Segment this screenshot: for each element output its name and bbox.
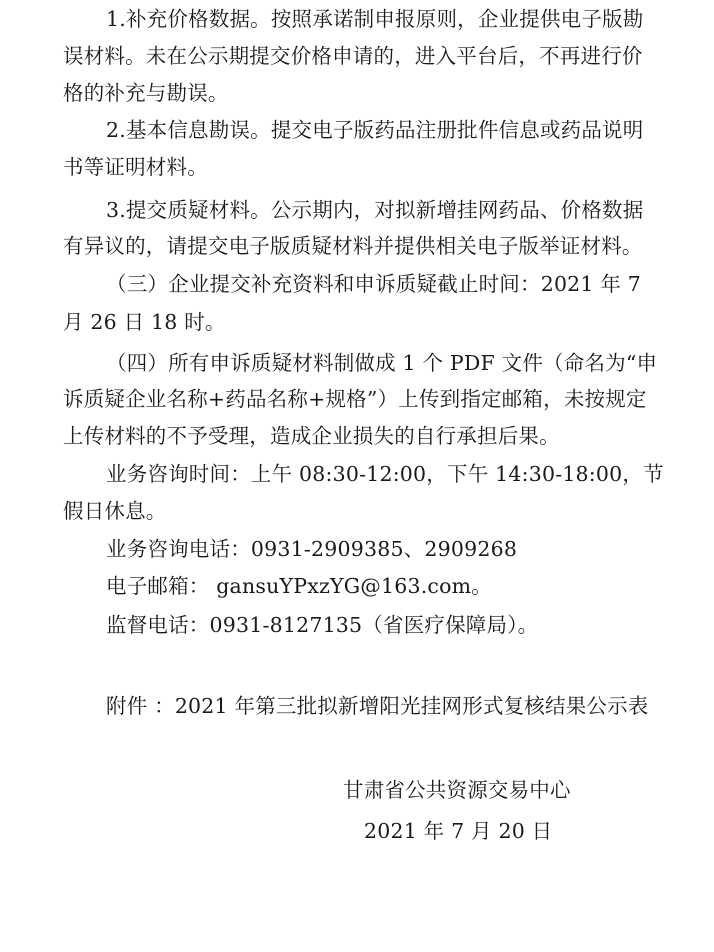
paragraph-deadline-line-1: （三）企业提交补充资料和申诉质疑截止时间：2021 年 7 (106, 272, 642, 296)
contact-phone: 业务咨询电话：0931-2909385、2909268 (106, 537, 518, 561)
paragraph-office-hours-line-2: 假日休息。 (63, 499, 167, 523)
paragraph-price-supplement-line-2: 误材料。未在公示期提交价格申请的，进入平台后，不再进行价 (63, 44, 643, 68)
paragraph-objection-line-1: 3.提交质疑材料。公示期内，对拟新增挂网药品、价格数据 (106, 198, 644, 222)
paragraph-pdf-submission-line-3: 上传材料的不予受理，造成企业损失的自行承担后果。 (63, 424, 560, 448)
signature-organization: 甘肃省公共资源交易中心 (343, 778, 571, 802)
paragraph-pdf-submission-line-2: 诉质疑企业名称+药品名称+规格”）上传到指定邮箱，未按规定 (63, 387, 647, 411)
paragraph-deadline-line-2: 月 26 日 18 时。 (63, 310, 226, 334)
paragraph-basic-info-line-2: 书等证明材料。 (63, 155, 208, 179)
paragraph-office-hours-line-1: 业务咨询时间：上午 08:30-12:00，下午 14:30-18:00，节 (106, 462, 664, 486)
contact-email: 电子邮箱： gansuYPxzYG@163.com。 (106, 574, 492, 598)
paragraph-objection-line-2: 有异议的，请提交电子版质疑材料并提供相关电子版举证材料。 (63, 234, 643, 258)
paragraph-pdf-submission-line-1: （四）所有申诉质疑材料制做成 1 个 PDF 文件（命名为“申 (106, 351, 658, 375)
paragraph-price-supplement-line-1: 1.补充价格数据。按照承诺制申报原则，企业提供电子版勘 (106, 7, 644, 31)
supervision-phone: 监督电话：0931-8127135（省医疗保障局）。 (106, 613, 539, 637)
attachment-line: 附件 ：2021 年第三批拟新增阳光挂网形式复核结果公示表 (106, 694, 649, 718)
paragraph-price-supplement-line-3: 格的补充与勘误。 (63, 81, 229, 105)
signature-date: 2021 年 7 月 20 日 (364, 819, 553, 843)
paragraph-basic-info-line-1: 2.基本信息勘误。提交电子版药品注册批件信息或药品说明 (106, 118, 644, 142)
